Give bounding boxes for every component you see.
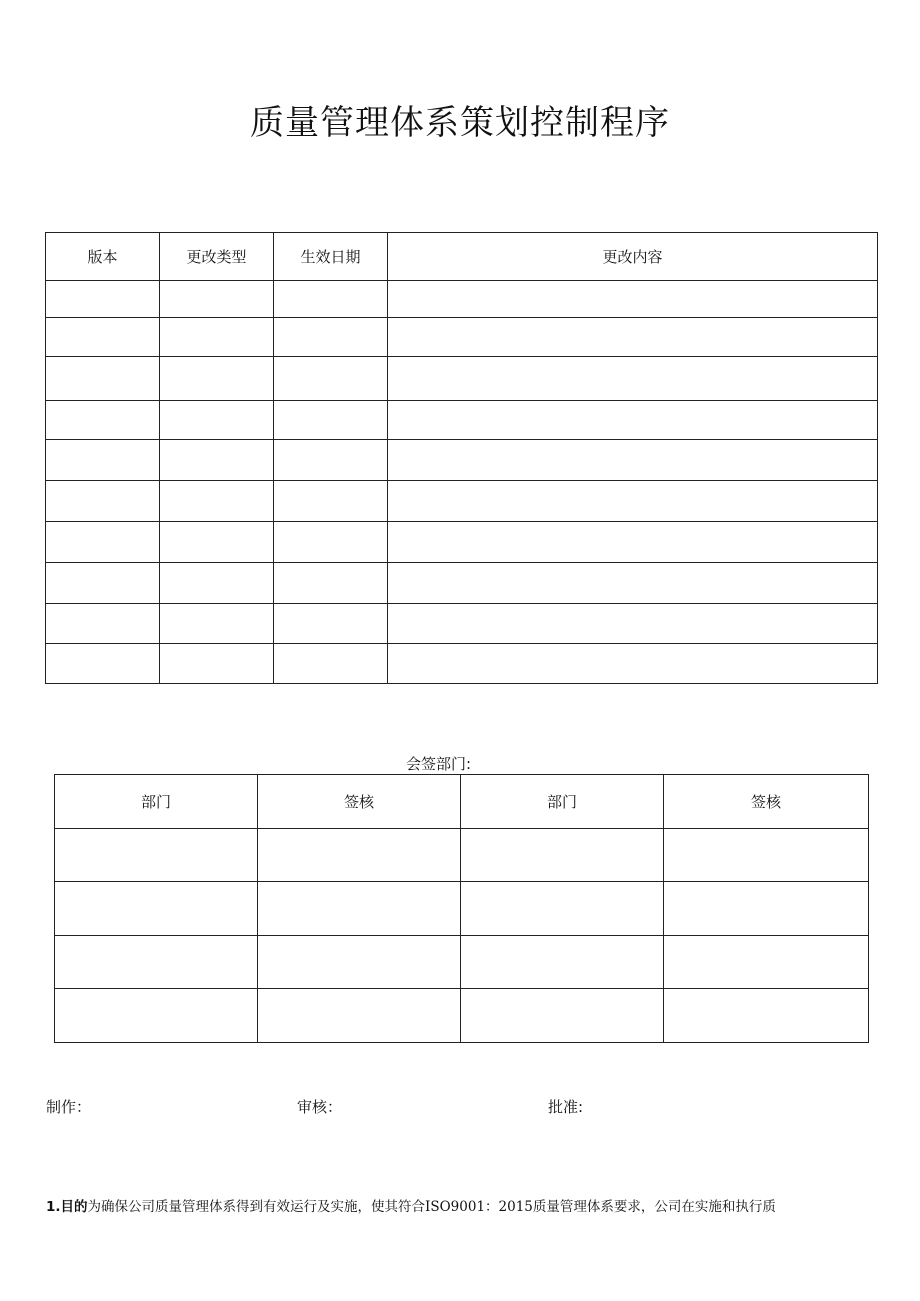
table-cell[interactable] <box>46 318 160 357</box>
table-cell[interactable] <box>55 936 258 989</box>
table-row <box>55 989 869 1043</box>
table-cell[interactable] <box>461 989 664 1043</box>
table-row <box>46 563 878 604</box>
table-cell[interactable] <box>160 481 274 522</box>
purpose-text: 为确保公司质量管理体系得到有效运行及实施，使其符合ISO9001：2015质量管理体系要求，公司在实施和执行质 <box>87 1199 776 1215</box>
table-row <box>55 936 869 989</box>
table-cell[interactable] <box>160 357 274 401</box>
table-cell[interactable] <box>46 440 160 481</box>
column-header-department: 部门 <box>461 775 664 829</box>
table-cell[interactable] <box>461 882 664 936</box>
revision-header-row <box>46 233 878 281</box>
table-cell[interactable] <box>160 401 274 440</box>
table-cell[interactable] <box>274 318 388 357</box>
table-cell[interactable] <box>274 401 388 440</box>
table-row <box>46 318 878 357</box>
table-cell[interactable] <box>160 281 274 318</box>
table-cell[interactable] <box>274 281 388 318</box>
column-header-change-type: 更改类型 <box>160 233 274 281</box>
column-header-effective-date: 生效日期 <box>274 233 388 281</box>
reviewed-by-label: 审核： <box>297 1098 343 1116</box>
made-by-label: 制作： <box>46 1098 92 1116</box>
column-header-department: 部门 <box>55 775 258 829</box>
table-cell[interactable] <box>160 644 274 684</box>
purpose-paragraph <box>46 1195 886 1215</box>
table-cell[interactable] <box>664 829 869 882</box>
table-cell[interactable] <box>461 936 664 989</box>
table-row <box>46 357 878 401</box>
table-cell[interactable] <box>388 318 878 357</box>
table-cell[interactable] <box>46 481 160 522</box>
table-cell[interactable] <box>274 563 388 604</box>
purpose-heading: 1.目的 <box>46 1199 88 1215</box>
table-cell[interactable] <box>274 644 388 684</box>
table-cell[interactable] <box>388 522 878 563</box>
table-cell[interactable] <box>664 882 869 936</box>
table-cell[interactable] <box>160 318 274 357</box>
table-cell[interactable] <box>274 604 388 644</box>
table-row <box>46 481 878 522</box>
table-row <box>46 604 878 644</box>
signoff-header-row <box>55 775 869 829</box>
column-header-change-content: 更改内容 <box>388 233 878 281</box>
table-cell[interactable] <box>388 481 878 522</box>
table-cell[interactable] <box>388 440 878 481</box>
table-row <box>46 644 878 684</box>
table-row <box>46 522 878 563</box>
table-cell[interactable] <box>258 882 461 936</box>
approved-by-label: 批准: <box>548 1098 584 1116</box>
table-cell[interactable] <box>274 481 388 522</box>
table-cell[interactable] <box>388 281 878 318</box>
table-cell[interactable] <box>258 936 461 989</box>
table-cell[interactable] <box>461 829 664 882</box>
table-cell[interactable] <box>160 522 274 563</box>
table-cell[interactable] <box>274 440 388 481</box>
revision-history-table <box>45 232 878 684</box>
table-cell[interactable] <box>46 357 160 401</box>
table-cell[interactable] <box>160 563 274 604</box>
table-row <box>46 401 878 440</box>
table-cell[interactable] <box>55 882 258 936</box>
table-cell[interactable] <box>46 604 160 644</box>
table-cell[interactable] <box>388 401 878 440</box>
table-row <box>46 281 878 318</box>
table-row <box>55 882 869 936</box>
table-cell[interactable] <box>46 401 160 440</box>
table-row <box>55 829 869 882</box>
column-header-version: 版本 <box>46 233 160 281</box>
table-cell[interactable] <box>46 644 160 684</box>
table-cell[interactable] <box>46 522 160 563</box>
column-header-signature: 签核 <box>258 775 461 829</box>
table-cell[interactable] <box>160 440 274 481</box>
table-cell[interactable] <box>388 357 878 401</box>
signoff-table <box>54 774 869 1043</box>
table-cell[interactable] <box>664 936 869 989</box>
table-cell[interactable] <box>274 522 388 563</box>
table-cell[interactable] <box>388 644 878 684</box>
table-cell[interactable] <box>160 604 274 644</box>
table-cell[interactable] <box>55 829 258 882</box>
signoff-caption: 会签部门: <box>406 755 472 773</box>
table-cell[interactable] <box>388 604 878 644</box>
table-cell[interactable] <box>46 563 160 604</box>
table-cell[interactable] <box>388 563 878 604</box>
table-cell[interactable] <box>258 829 461 882</box>
table-cell[interactable] <box>664 989 869 1043</box>
document-title: 质量管理体系策划控制程序 <box>250 103 670 143</box>
table-cell[interactable] <box>274 357 388 401</box>
table-cell[interactable] <box>46 281 160 318</box>
table-row <box>46 440 878 481</box>
column-header-signature: 签核 <box>664 775 869 829</box>
table-cell[interactable] <box>258 989 461 1043</box>
table-cell[interactable] <box>55 989 258 1043</box>
